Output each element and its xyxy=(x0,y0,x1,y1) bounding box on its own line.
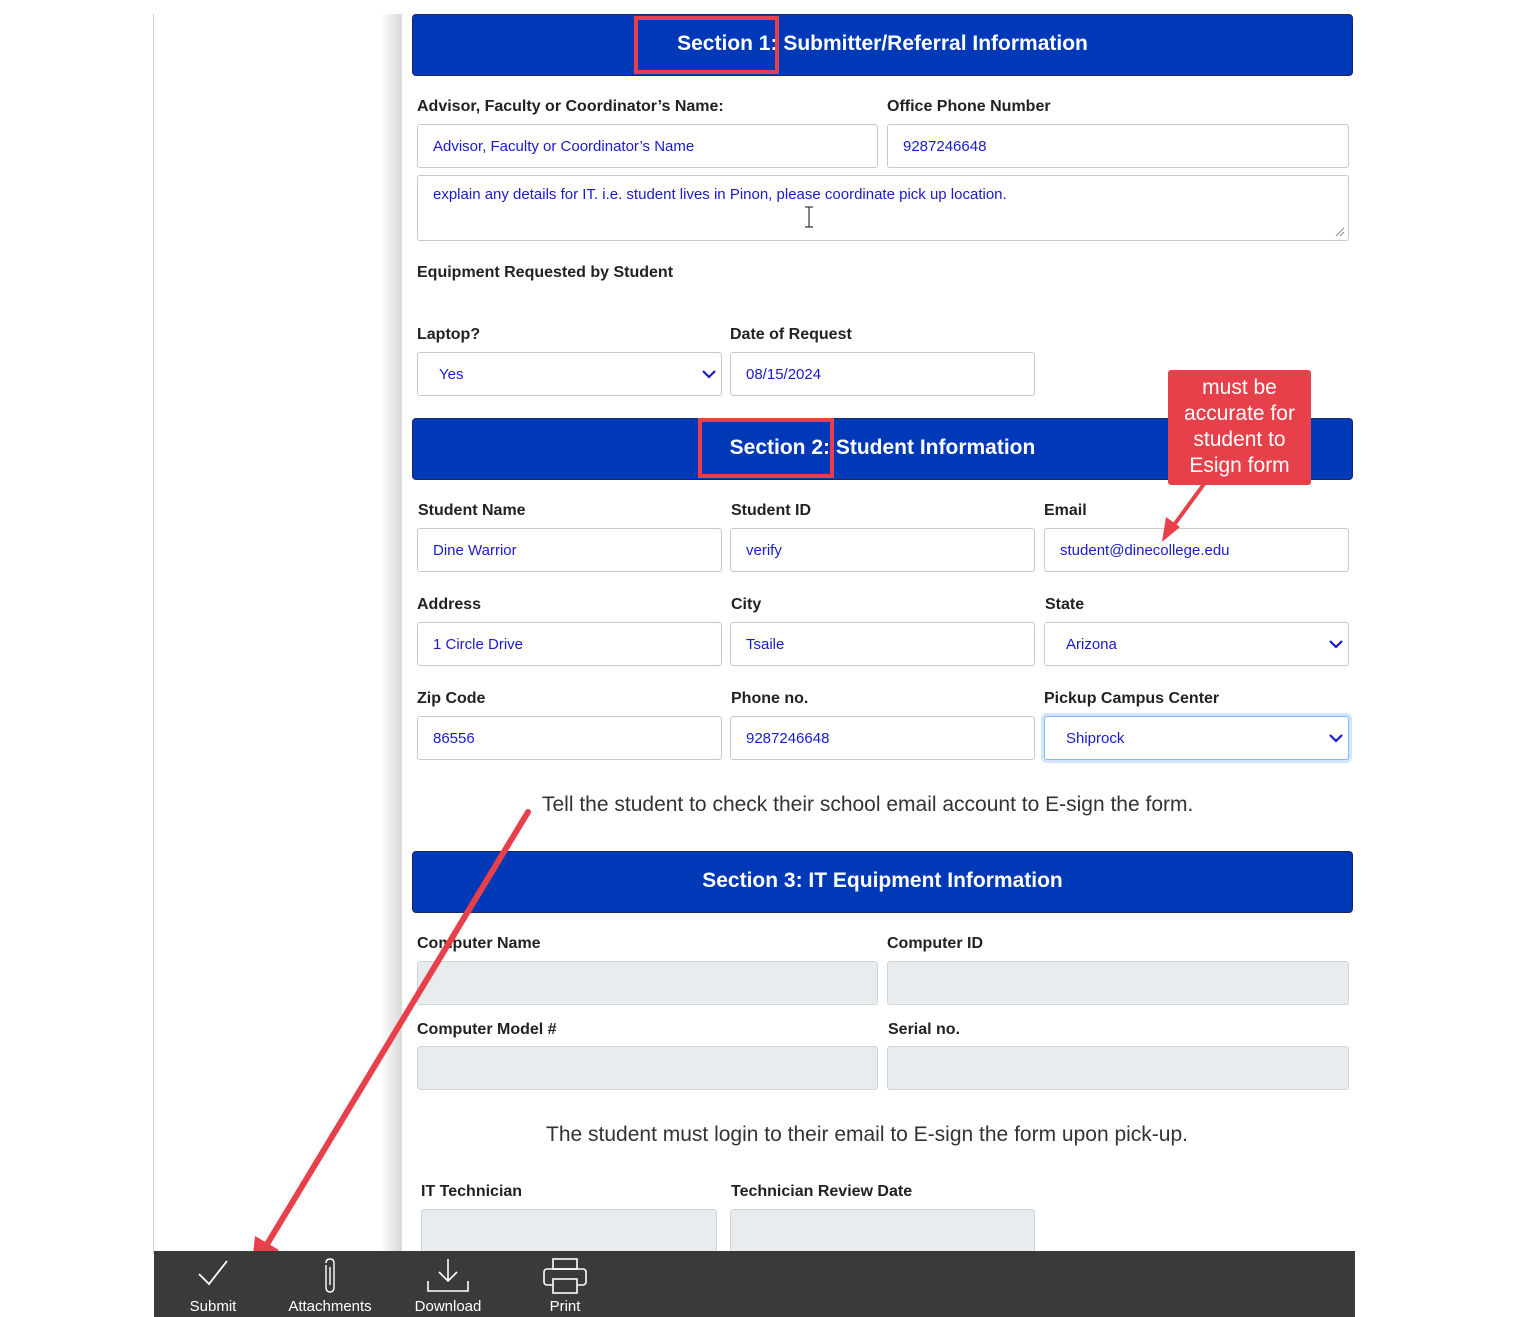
checkmark-icon xyxy=(196,1257,230,1289)
date-request-label: Date of Request xyxy=(730,326,852,343)
city-label: City xyxy=(731,596,762,613)
computer-model-label: Computer Model # xyxy=(417,1021,557,1038)
review-date-label: Technician Review Date xyxy=(731,1183,913,1200)
computer-id-label: Computer ID xyxy=(887,935,983,952)
section3-title: Section 3: IT Equipment Information xyxy=(702,869,1063,892)
zip-label: Zip Code xyxy=(417,690,486,707)
student-id-label: Student ID xyxy=(731,502,811,519)
advisor-label: Advisor, Faculty or Coordinator’s Name: xyxy=(417,98,724,115)
pickup-campus-value: Shiprock xyxy=(1066,729,1125,747)
submit-button[interactable] xyxy=(172,1251,254,1317)
office-phone-value: 9287246648 xyxy=(903,137,987,155)
download-label: Download xyxy=(414,1298,482,1315)
print-label: Print xyxy=(549,1298,581,1315)
email-label: Email xyxy=(1044,502,1087,519)
attachments-button[interactable] xyxy=(280,1251,380,1317)
state-value: Arizona xyxy=(1066,635,1117,653)
student-id-value: verify xyxy=(746,541,782,559)
callout-text: must be accurate for student to Esign form xyxy=(1184,376,1295,477)
state-label: State xyxy=(1045,596,1085,613)
address-label: Address xyxy=(417,596,482,613)
section2-title: Section 2: Student Information xyxy=(729,436,1036,459)
pickup-esign-note: The student must login to their email to E-sign the form upon pick-up. xyxy=(546,1123,1188,1146)
pickup-label: Pickup Campus Center xyxy=(1044,690,1220,707)
laptop-value: Yes xyxy=(439,365,464,383)
office-phone-label: Office Phone Number xyxy=(887,98,1051,115)
serial-label: Serial no. xyxy=(888,1021,961,1038)
paperclip-icon xyxy=(320,1257,340,1295)
laptop-label: Laptop? xyxy=(417,326,481,343)
download-icon xyxy=(426,1257,470,1293)
advisor-name-value: Advisor, Faculty or Coordinator’s Name xyxy=(433,137,695,155)
bottom-toolbar xyxy=(154,1251,1355,1317)
zip-value: 86556 xyxy=(433,729,475,747)
address-value: 1 Circle Drive xyxy=(433,635,524,653)
esign-note: Tell the student to check their school email account to E-sign the form. xyxy=(542,793,1194,816)
student-name-value: Dine Warrior xyxy=(433,541,517,559)
printer-icon xyxy=(541,1257,589,1295)
submit-label: Submit xyxy=(189,1298,237,1315)
download-button[interactable] xyxy=(404,1251,492,1317)
phone-label: Phone no. xyxy=(731,690,809,707)
section1-title: Section 1: Submitter/Referral Information xyxy=(677,32,1088,55)
city-value: Tsaile xyxy=(746,635,785,653)
details-value: explain any details for IT. i.e. student lives in Pinon, please coordinate pick up location. xyxy=(433,186,1007,203)
date-request-value: 08/15/2024 xyxy=(746,365,822,383)
equipment-heading: Equipment Requested by Student xyxy=(417,264,674,281)
attachments-label: Attachments xyxy=(288,1298,372,1315)
email-value: student@dinecollege.edu xyxy=(1060,541,1230,559)
print-button[interactable] xyxy=(524,1251,606,1317)
student-name-label: Student Name xyxy=(418,502,526,519)
phone-value: 9287246648 xyxy=(746,729,830,747)
computer-name-label: Computer Name xyxy=(417,935,541,952)
technician-label: IT Technician xyxy=(421,1183,523,1200)
